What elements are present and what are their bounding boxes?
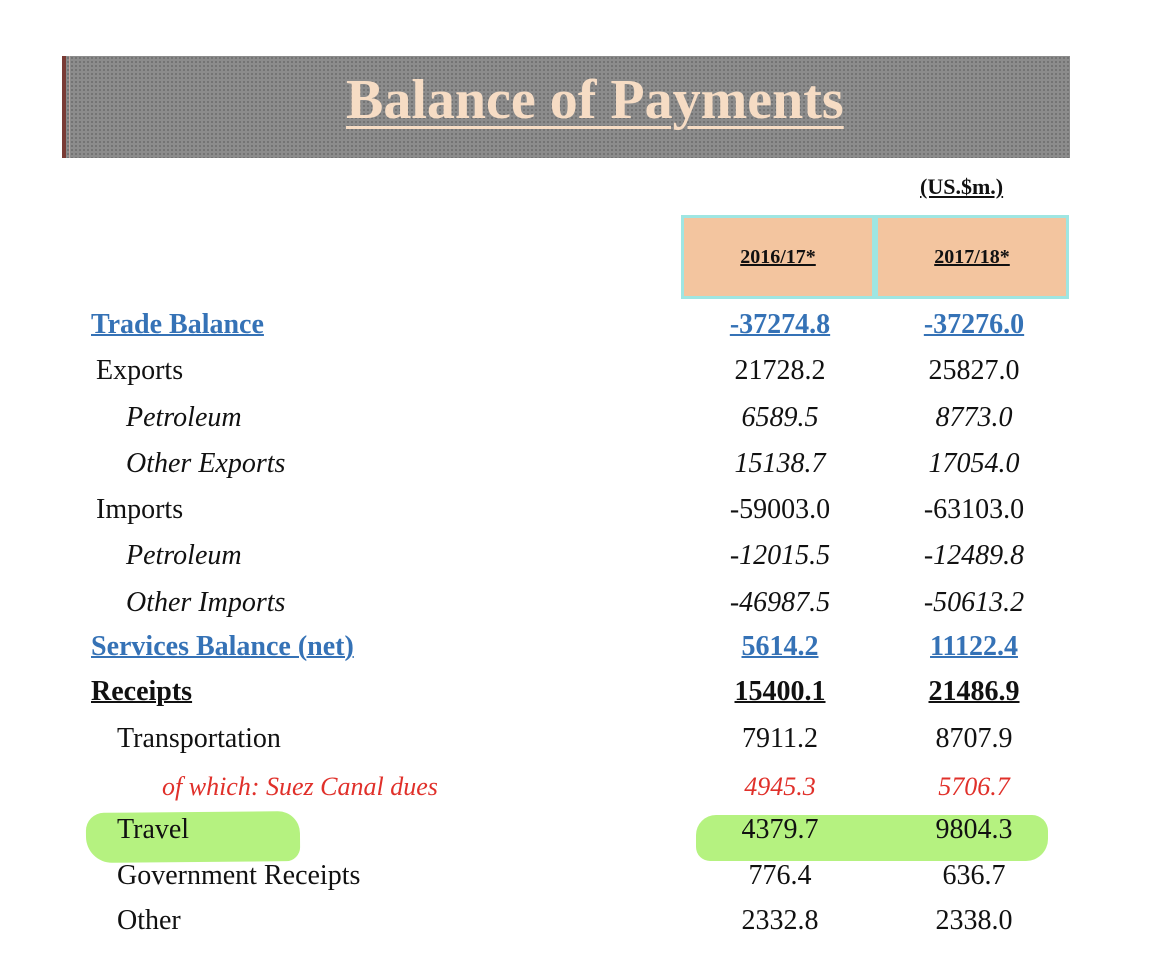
value-2016-17: 4379.7 xyxy=(741,814,819,845)
value-2016-17: 6589.5 xyxy=(741,402,819,433)
value-2016-17: 7911.2 xyxy=(742,723,818,754)
value-2017-18: 8707.9 xyxy=(935,723,1013,754)
row-label: Imports xyxy=(96,494,184,525)
table-row-other xyxy=(0,898,1170,944)
value-2017-18: -12489.8 xyxy=(923,540,1025,571)
table-row-imports xyxy=(0,487,1170,533)
title-banner xyxy=(62,56,1070,158)
row-label: Transportation xyxy=(117,723,281,754)
value-2016-17: -59003.0 xyxy=(729,494,831,525)
row-label: Petroleum xyxy=(126,540,242,571)
value-2016-17: 15138.7 xyxy=(734,448,826,479)
value-2017-18: 11122.4 xyxy=(930,631,1018,662)
table-row-transportation xyxy=(0,716,1170,762)
table-row-trade-balance xyxy=(0,302,1170,348)
value-2017-18: -37276.0 xyxy=(923,309,1025,340)
row-label: Receipts xyxy=(91,676,193,707)
table-row-government-receipts xyxy=(0,853,1170,899)
table-row-travel xyxy=(0,807,1170,853)
value-2017-18: -63103.0 xyxy=(923,494,1025,525)
value-2016-17: 21728.2 xyxy=(734,355,826,386)
table-row-services-balance xyxy=(0,624,1170,670)
row-label: Other xyxy=(117,905,181,936)
value-2017-18: 9804.3 xyxy=(935,814,1013,845)
column-header-2016-17 xyxy=(681,215,875,299)
row-label: Services Balance (net) xyxy=(91,631,354,662)
row-label: Trade Balance xyxy=(91,309,264,340)
row-label: of which: Suez Canal dues xyxy=(162,772,438,801)
row-label: Other Exports xyxy=(126,448,286,479)
row-label: Petroleum xyxy=(126,402,242,433)
value-2017-18: -50613.2 xyxy=(923,587,1025,618)
page-title: Balance of Payments xyxy=(346,69,844,131)
value-2016-17: 2332.8 xyxy=(741,905,819,936)
table-row-other-imports xyxy=(0,580,1170,626)
table-row-exports xyxy=(0,348,1170,394)
value-2017-18: 8773.0 xyxy=(935,402,1013,433)
row-label: Travel xyxy=(117,814,190,845)
value-2016-17: -12015.5 xyxy=(729,540,831,571)
value-2016-17: 5614.2 xyxy=(741,631,819,662)
value-2017-18: 17054.0 xyxy=(928,448,1020,479)
column-header-label: 2016/17* xyxy=(740,245,816,268)
row-label: Government Receipts xyxy=(117,860,361,891)
value-2016-17: 15400.1 xyxy=(734,676,826,707)
unit-label: (US.$m.) xyxy=(920,174,1004,199)
table-row-other-exports xyxy=(0,441,1170,487)
table-row-receipts xyxy=(0,669,1170,715)
value-2016-17: 4945.3 xyxy=(744,772,816,801)
row-label: Exports xyxy=(96,355,184,386)
table-row-exports-petroleum xyxy=(0,395,1170,441)
value-2017-18: 21486.9 xyxy=(928,676,1020,707)
value-2016-17: 776.4 xyxy=(748,860,812,891)
row-label: Other Imports xyxy=(126,587,286,618)
banner-border-line xyxy=(69,56,70,158)
column-header-2017-18 xyxy=(875,215,1069,299)
value-2016-17: -46987.5 xyxy=(729,587,831,618)
value-2016-17: -37274.8 xyxy=(729,309,831,340)
column-header-label: 2017/18* xyxy=(934,245,1010,268)
value-2017-18: 5706.7 xyxy=(938,772,1010,801)
table-row-suez-canal-dues xyxy=(0,764,1170,810)
table-row-imports-petroleum xyxy=(0,533,1170,579)
value-2017-18: 25827.0 xyxy=(928,355,1020,386)
value-2017-18: 636.7 xyxy=(942,860,1006,891)
value-2017-18: 2338.0 xyxy=(935,905,1013,936)
